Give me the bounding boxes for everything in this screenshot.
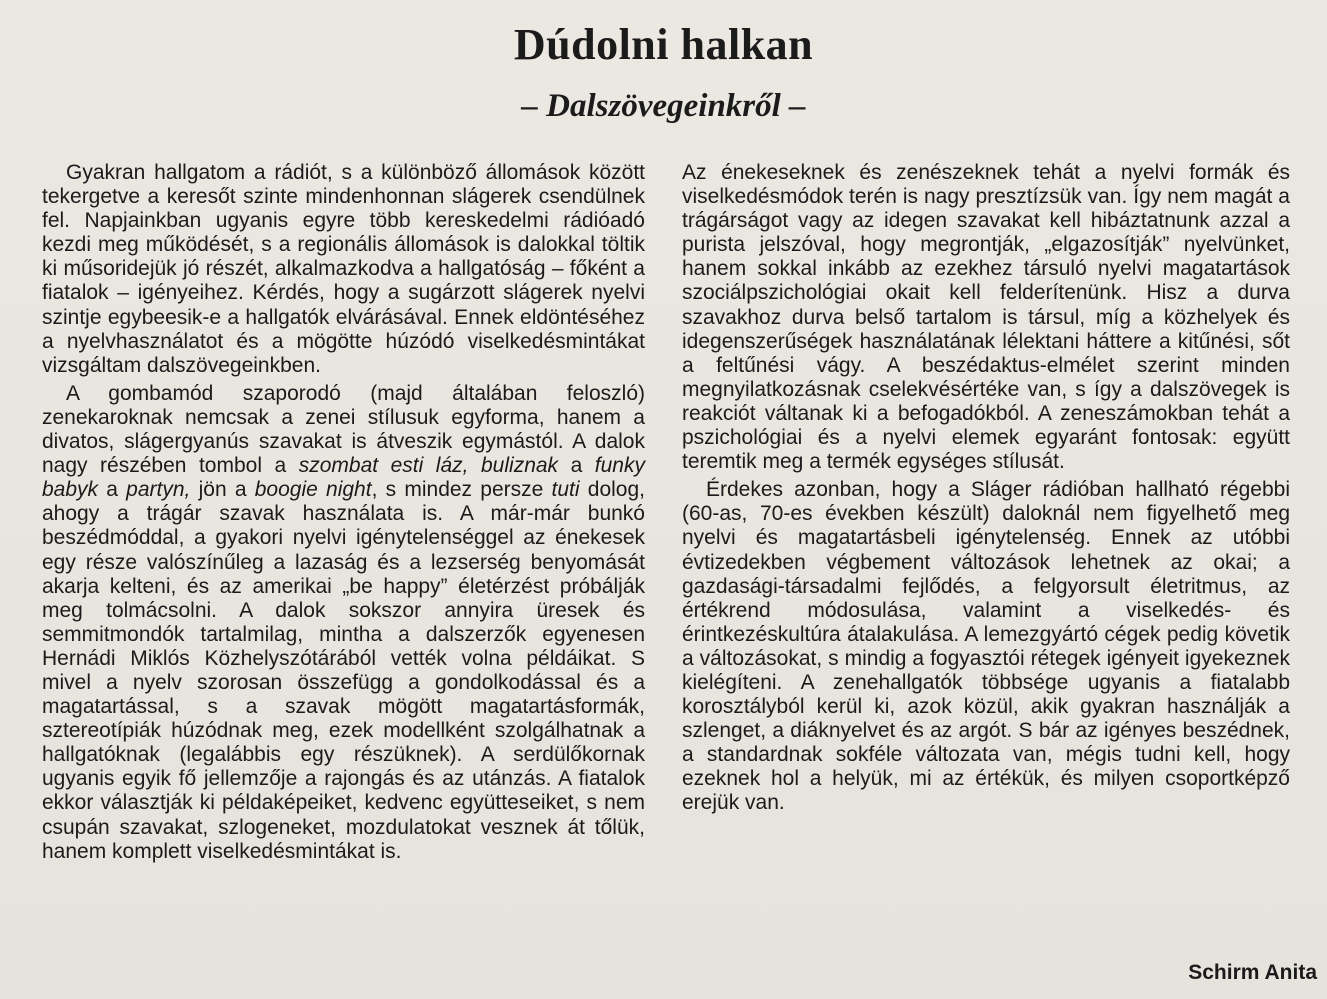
italic-phrase: partyn, bbox=[126, 478, 191, 502]
text-run: jön a bbox=[190, 478, 255, 502]
italic-phrase: boogie night bbox=[254, 478, 372, 502]
italic-phrase: tuti bbox=[551, 478, 580, 502]
text-run: , s mindez persze bbox=[371, 478, 552, 502]
left-column bbox=[42, 161, 645, 864]
text-run: A gombamód szaporodó (majd általában feloszló) zenekaroknak nemcsak a zenei stílusuk egyforma, hanem a divatos, slágergyanús szavakat is átveszik egymástól. A dalok nagy részében tombol a bbox=[42, 381, 645, 478]
author-signature: Schirm Anita bbox=[1188, 961, 1317, 984]
paragraph-slager-radio: Érdekes azonban, hogy a Sláger rádióban hallható régebbi (60-as, 70-es években készült) daloknál nem figyelhető meg nyelvi és magatartásbeli igénytelenség. Ennek az utóbbi évtizedekben végbement változások lehetnek az okai; a gazdasági-társadalmi fejlődés, a felgyorsult életritmus, az értékrend módosulása, valamint a viselkedés- és érintkezéskultúra átalakulása. A lemezgyártó cégek pedig követik a változásokat, s mindig a fogyasztói rétegek igényeit igyekeznek kielégíteni. A zenehallgatók többsége ugyanis a fiatalabb korosztályból kerül ki, azok közül, akik gyakran használják a szlenget, a diáknyelvet és az argót. S bár az igényes beszédnek, a standardnak sokféle változata van, mégis tudni kell, hogy ezeknek hol a helyük, mi az értékük, és milyen csoportképző erejük van. bbox=[682, 478, 1290, 815]
italic-phrase: funky babyk bbox=[42, 454, 645, 502]
paragraph-prestige: Az énekeseknek és zenészeknek tehát a nyelvi formák és viselkedésmódok terén is nagy presztízsük van. Így nem magát a trágárságot vagy az idegen szavakat kell hibáztatnunk azzal a purista jelszóval, hogy megrontják, „elgazosítják” nyelvünket, hanem sokkal inkább az ezekhez társuló nyelvi magatartások szociálpszichológiai okait kell felderítenünk. Hisz a durva szavakhoz durva belső tartalom is társul, míg a közhelyek és idegenszerűségek használatának lélektani háttere a kitűnési, sőt a feltűnési vágy. A beszédaktus-elmélet szerint minden megnyilatkozásnak cselekvésértéke van, s így a dalszövegek is reakciót váltanak ki a befogadókból. A zeneszámokban tehát a pszichológiai és a nyelvi elemek egyaránt fontosak: együtt teremtik meg a termék egységes stílusát. bbox=[682, 161, 1290, 474]
italic-phrase: szombat esti láz, buliznak bbox=[298, 454, 559, 478]
article-subtitle: – Dalszövegeinkről – bbox=[521, 88, 806, 124]
text-run: dolog, ahogy a trágár szavak használata is. A már-már bunkó beszédmóddal, a gyakori nyelvi igénytelenséggel az énekesek egy része valószínűleg a lazaság és a lezserség benyomását akarja kelteni, és az amerikai „be happy” életérzést próbálják meg tolmácsolni. A dalok sokszor annyira üresek és semmitmondók tartalmilag, mintha a dalszerzők egyenesen Hernádi Miklós Közhelyszótárából vették volna példáikat. S mivel a nyelv szorosan összefügg a gondolkodással és a magatartással, s a szavak mögött magatartásformák, sztereotípiák húzódnak meg, ezek modellként szolgálhatnak a hallgatóknak (legalábbis egy részüknek). A serdülőkornak ugyanis egyik fő jellemzője a rajongás és az utánzás. A fiatalok ekkor választják ki példaképeiket, kedvenc együtteseiket, s nem csupán szavakat, szlogeneket, mozdulatokat vesznek át tőlük, hanem komplett viselkedésmintákat is. bbox=[42, 478, 645, 863]
paragraph-bands bbox=[42, 382, 645, 864]
text-run: a bbox=[558, 454, 595, 478]
article-title: Dúdolni halkan bbox=[513, 20, 814, 69]
text-run: a bbox=[98, 478, 127, 502]
right-column bbox=[682, 161, 1290, 816]
paragraph-intro: Gyakran hallgatom a rádiót, s a különböző állomások között tekergetve a keresőt szinte mindenhonnan slágerek csendülnek fel. Napjainkban ugyanis egyre több kereskedelmi rádióadó kezdi meg működését, s a regionális állomások is dalokkal töltik ki műsoridejük jó részét, alkalmazkodva a hallgatóság – főként a fiatalok – igényeihez. Kérdés, hogy a sugárzott slágerek nyelvi szintje egybeesik-e a hallgatók elvárásával. Ennek eldöntéséhez a nyelvhasználatot és a mögötte húzódó viselkedésmintákat vizsgáltam dalszövegeinkben. bbox=[42, 161, 645, 377]
